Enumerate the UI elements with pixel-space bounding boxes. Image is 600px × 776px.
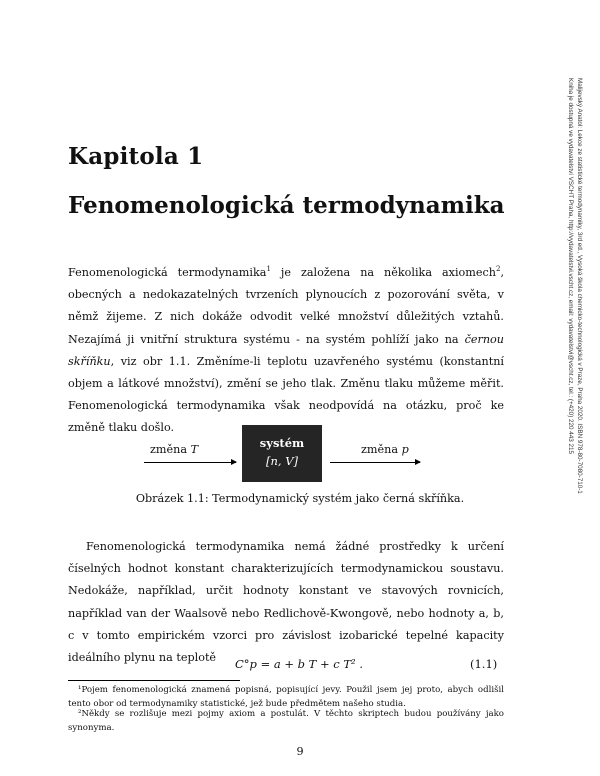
footnote-1: ¹Pojem fenomenologická znamená popisná, popisující jevy. Použil jsem jej proto, abych odlišil tento obor od termodynamiky statistické, jež bude předmětem našeho studia. <box>68 685 504 709</box>
citation-line-1: Malijevský Anatol: Lekce ze statistické termodynamiky, 3rd ed., Vysoká škola chemicko-technologická v Praze, Praha 2020. ISBN 978-80-7080-710-1 <box>576 78 583 494</box>
para1-text-c: , obecných a nedokazatelných tvrzeních plynoucích z pozorování světa, v němž žijeme. Z nich dokáže odvodit velké množství důležitých vztahů. Nezajímá ji vnitřní struktura systému - na systém pohlíží jako na <box>68 266 504 346</box>
system-box-vars: [n, V] <box>266 454 298 468</box>
para2-text: Fenomenologická termodynamika nemá žádné prostředky k určení číselných hodnot konstant charakterizujících termodynamickou soustavu. Nedokáže, například, určit hodnoty konstant ve stavových rovnicích, například van der Waalsově nebo Redlichově-Kwongově, nebo hodnoty a, b, c v tomto empirickém vzorci pro závislost izobarické tepelné kapacity ideálního plynu na teplotě <box>68 540 504 665</box>
side-citation <box>553 78 583 538</box>
black-box-term: černou skříňku <box>68 332 504 368</box>
para1-text-b: je založena na několika axiomech <box>270 266 496 279</box>
system-box <box>242 425 322 482</box>
page-number: 9 <box>296 745 304 758</box>
output-label: změna p <box>361 443 409 456</box>
equation-formula: C°p = a + b T + c T² . <box>235 657 363 671</box>
para1-text-d: , viz obr 1.1. Změníme-li teplotu uzavřeného systému (konstantní objem a látkové množství), změní se jeho tlak. Změnu tlaku můžeme měřit. Fenomenologická termodynamika však neodpovídá na otázku, proč ke změně tlaku došlo. <box>68 354 504 435</box>
output-arrow <box>330 462 420 463</box>
footnote-rule <box>68 680 240 681</box>
paragraph-intro <box>68 262 504 440</box>
chapter-title: Fenomenologická termodynamika <box>68 192 505 219</box>
chapter-number: Kapitola 1 <box>68 143 204 170</box>
citation-line-2: Kniha je dostupná ve vydavatelství VŠCHT Praha, http://vydavatelstvi.vscht.cz, email: vydavatelstvi@vscht.cz, tel.: (+420) 220 443 215 <box>567 78 575 455</box>
equation-number: (1.1) <box>470 657 498 671</box>
equation <box>0 657 600 677</box>
system-box-title: systém <box>259 436 305 450</box>
paragraph-constants <box>68 536 504 669</box>
para1-text-a: Fenomenologická termodynamika <box>68 266 267 279</box>
footnote-ref-1[interactable]: 1 <box>266 265 271 273</box>
input-label: změna T <box>150 443 199 456</box>
input-arrow <box>144 462 236 463</box>
footnote-2: ²Někdy se rozlišuje mezi pojmy axiom a postulát. V těchto skriptech budou používány jako synonyma. <box>68 709 504 733</box>
footnote-ref-2[interactable]: 2 <box>495 265 501 273</box>
figure-caption: Obrázek 1.1: Termodynamický systém jako černá skříňka. <box>135 492 465 505</box>
